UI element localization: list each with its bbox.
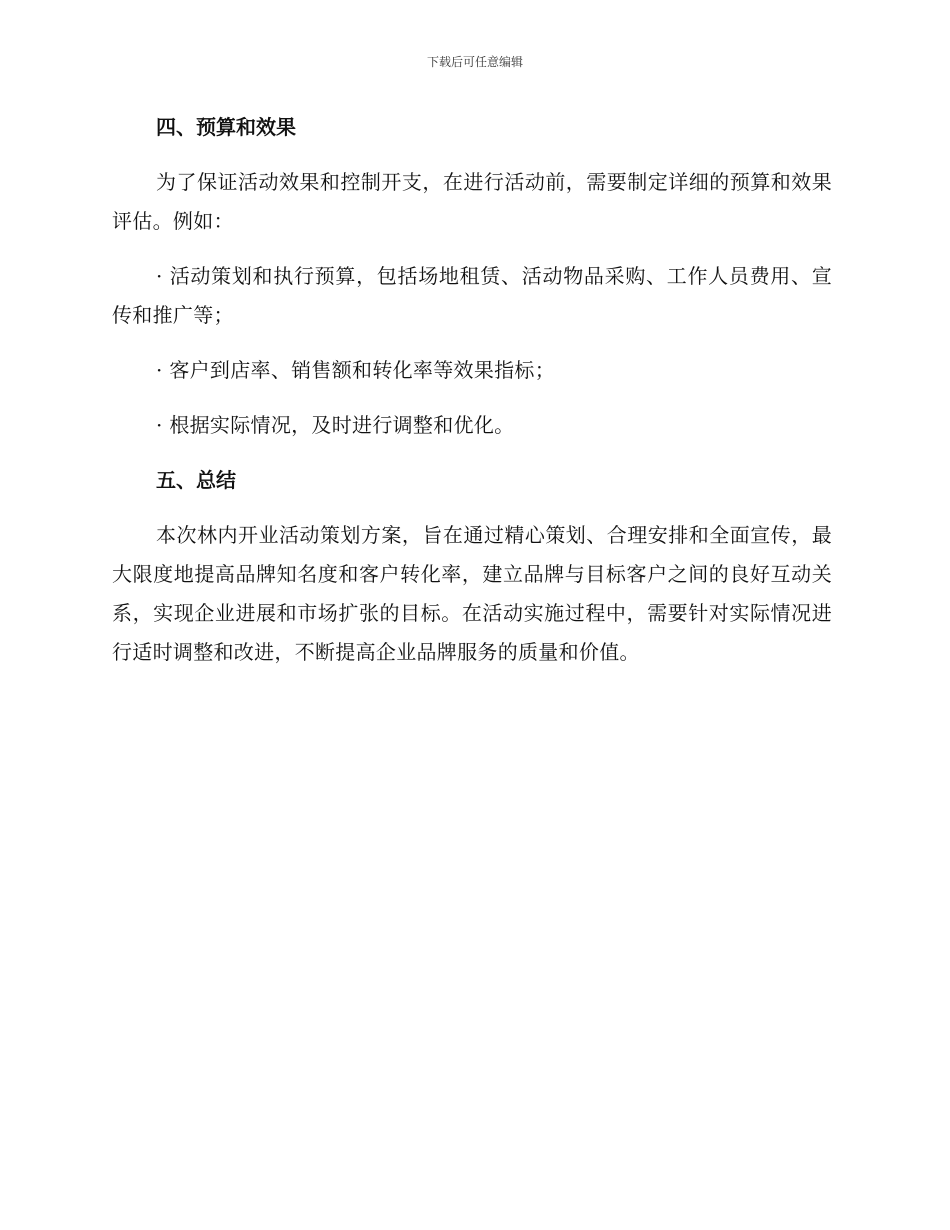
document-body	[112, 108, 832, 688]
section-heading: 四、预算和效果	[156, 115, 296, 139]
paragraph: 为了保证活动效果和控制开支，在进行活动前，需要制定详细的预算和效果评估。例如：	[112, 170, 832, 233]
bullet-item: · 客户到店率、销售额和转化率等效果指标；	[156, 358, 556, 382]
paragraph: 本次林内开业活动策划方案，旨在通过精心策划、合理安排和全面宣传，最大限度地提高品牌知名度和客户转化率，建立品牌与目标客户之间的良好互动关系，实现企业进展和市场扩张的目标。在活动实施过程中，需要针对实际情况进行适时调整和改进，不断提高企业品牌服务的质量和价值。	[112, 523, 832, 664]
bullet-item: · 活动策划和执行预算，包括场地租赁、活动物品采购、工作人员费用、宣传和推广等；	[112, 264, 832, 327]
section-budget	[112, 108, 832, 445]
bullet-item: · 根据实际情况，及时进行调整和优化。	[156, 413, 515, 437]
page-header-note: 下载后可任意编辑	[426, 55, 523, 69]
section-heading: 五、总结	[156, 468, 236, 492]
section-summary	[112, 461, 832, 672]
